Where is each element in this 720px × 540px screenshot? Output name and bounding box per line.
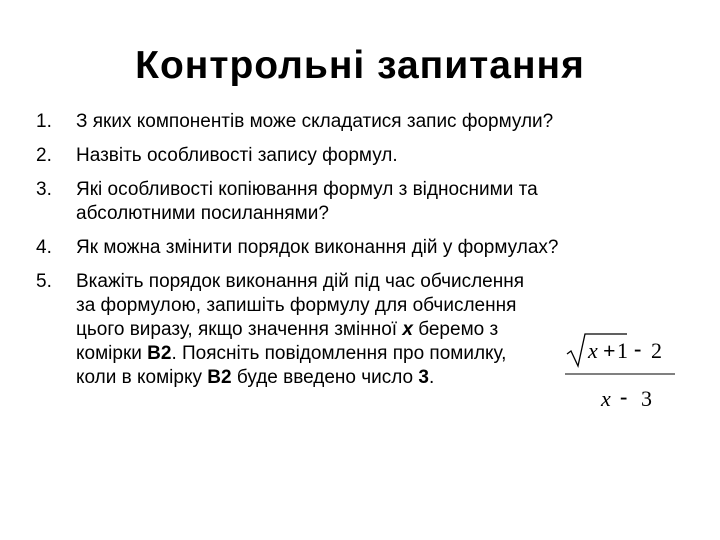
numerator-plus: + bbox=[603, 338, 616, 363]
math-formula bbox=[565, 332, 685, 422]
question-number: 1. bbox=[36, 111, 52, 132]
question-item-5 bbox=[36, 270, 596, 390]
question-text: Як можна змінити порядок виконання дій у формулах? bbox=[76, 237, 559, 258]
question-number: 2. bbox=[36, 145, 52, 166]
question-number: 3. bbox=[36, 179, 52, 200]
numerator-one: 1 bbox=[617, 338, 628, 363]
question-list bbox=[36, 110, 596, 400]
denominator-variable: x bbox=[601, 386, 611, 411]
question-text bbox=[76, 270, 546, 390]
cell-reference: B2 bbox=[207, 367, 232, 388]
question-item-4 bbox=[36, 236, 596, 260]
question-text-part: . bbox=[428, 367, 435, 388]
question-text-part: беремо з комірки bbox=[76, 319, 499, 364]
question-text-part: . Поясніть повідомлення про помилку, коли в комірку bbox=[76, 343, 507, 388]
question-text: Які особливості копіювання формул з відносними та абсолютними посиланнями? bbox=[76, 179, 538, 224]
numerator-minus: - bbox=[634, 336, 642, 361]
question-text-part: буде введено число bbox=[231, 367, 419, 388]
variable-name: x bbox=[402, 319, 413, 340]
question-number: 5. bbox=[36, 271, 52, 292]
question-item-3 bbox=[36, 178, 596, 226]
denominator-minus: - bbox=[620, 384, 628, 409]
page-title: Контрольні запитання bbox=[135, 44, 585, 87]
question-text: Назвіть особливості запису формул. bbox=[76, 145, 398, 166]
input-number: 3 bbox=[418, 367, 429, 388]
question-item-1 bbox=[36, 110, 596, 134]
numerator-variable: x bbox=[588, 338, 598, 363]
cell-reference: B2 bbox=[147, 343, 172, 364]
question-item-2 bbox=[36, 144, 596, 168]
question-text: З яких компонентів може складатися запис формули? bbox=[76, 111, 554, 132]
numerator-two: 2 bbox=[651, 338, 662, 363]
question-text-part: Вкажіть порядок виконання дій під час обчислення за формулою, запишіть формулу для обчислення цього виразу, якщо значення змінної bbox=[76, 271, 525, 340]
question-number: 4. bbox=[36, 237, 52, 258]
denominator-three: 3 bbox=[641, 386, 652, 411]
